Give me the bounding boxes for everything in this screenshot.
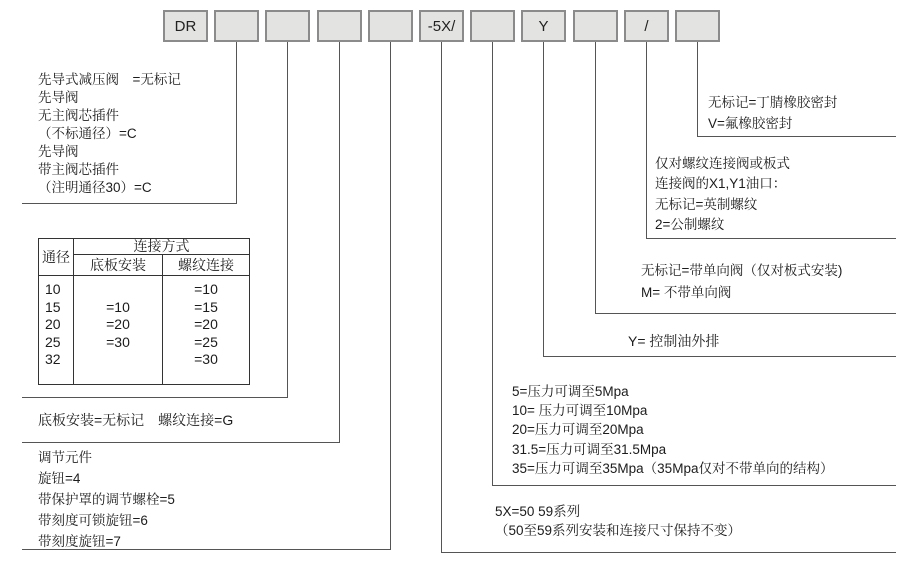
code-box-drain: Y [521, 10, 566, 42]
option-line: 带刻度可锁旋钮=6 [38, 513, 148, 528]
option-line: 20=压力可调至20Mpa [512, 422, 644, 438]
option-line: 先导式减压阀 =无标记 [38, 72, 181, 87]
code-box-insert [214, 10, 259, 42]
code-box-connection [317, 10, 362, 42]
adjustment-element-block [38, 447, 175, 552]
connector-line [492, 42, 493, 485]
size-value: 32 [45, 351, 61, 367]
option-line: 无主阀芯插件 [38, 108, 119, 123]
option-line: 2=公制螺纹 [655, 216, 725, 232]
connector-line [441, 552, 896, 553]
connector-line [543, 356, 896, 357]
option-line: （注明通径30）=C [38, 180, 152, 195]
option-line: 带保护罩的调节螺栓=5 [38, 492, 175, 507]
code-box-size [265, 10, 310, 42]
connector-line [697, 42, 698, 136]
plate-code [74, 351, 162, 369]
option-line: 仅对螺纹连接阀或板式 [655, 156, 790, 171]
size-value: 10 [45, 281, 61, 297]
plate-mounting-header: 底板安装 [74, 255, 163, 276]
connection-type-header: 连接方式 [74, 239, 250, 255]
size-value: 20 [45, 316, 61, 332]
option-line: 先导阀 [38, 144, 79, 159]
plate-mounting-values-cell [74, 276, 163, 385]
code-box-seal [675, 10, 720, 42]
option-line: 调节元件 [38, 450, 92, 465]
connector-line [287, 42, 288, 397]
option-line: M= 不带单向阀 [641, 285, 732, 300]
drain-code-text: Y= 控制油外排 [628, 333, 720, 349]
size-value: 25 [45, 333, 61, 350]
option-line: 带刻度旋钮=7 [38, 534, 121, 549]
thread-code: =20 [194, 316, 218, 332]
size-values-cell [39, 276, 74, 385]
option-line: 旋钮=4 [38, 471, 81, 486]
connector-line [22, 442, 340, 443]
thread-code: =25 [194, 333, 218, 350]
option-line: 先导阀 [38, 90, 79, 105]
seal-material-block [708, 92, 837, 134]
check-valve-block [641, 260, 842, 304]
code-box-check-valve [573, 10, 618, 42]
pressure-rating-block [512, 382, 833, 478]
connector-line [595, 313, 896, 314]
connector-line [236, 42, 237, 203]
connector-line [697, 136, 896, 137]
thread-code: =10 [194, 281, 218, 297]
connector-line [646, 42, 647, 238]
mounting-code-text: 底板安装=无标记 螺纹连接=G [38, 412, 234, 428]
connector-line [492, 485, 896, 486]
option-line: 5=压力可调至5Mpa [512, 384, 629, 399]
thread-code: =15 [194, 298, 218, 315]
option-line: 35=压力可调至35Mpa（35Mpa仅对不带单向的结构） [512, 460, 834, 476]
size-value: 15 [45, 298, 61, 315]
option-line: 无标记=带单向阀（仅对板式安装) [641, 263, 843, 278]
threaded-connection-values-cell [163, 276, 250, 385]
option-line: 5X=50 59系列 [495, 504, 581, 519]
option-line: V=氟橡胶密封 [708, 116, 793, 131]
port-thread-block [655, 154, 790, 235]
connector-line [390, 42, 391, 549]
code-box-valve-type: DR [163, 10, 208, 42]
size-connection-table [38, 238, 250, 385]
connector-line [441, 42, 442, 552]
plate-code [74, 281, 162, 299]
option-line: 连接阀的X1,Y1油口： [655, 176, 787, 192]
plate-code: =10 [106, 298, 130, 315]
series-block [495, 502, 741, 540]
code-box-series: -5X/ [419, 10, 464, 42]
size-column-header: 通径 [39, 239, 74, 276]
option-line: 10= 压力可调至10Mpa [512, 403, 648, 419]
option-line: 31.5=压力可调至31.5Mpa [512, 441, 667, 457]
code-box-separator: / [624, 10, 669, 42]
connector-line [22, 203, 237, 204]
option-line: 带主阀芯插件 [38, 162, 119, 177]
plate-code: =30 [106, 333, 130, 350]
connector-line [543, 42, 544, 356]
connector-line [22, 397, 288, 398]
option-line: 无标记=英制螺纹 [655, 196, 758, 212]
thread-code: =30 [194, 351, 218, 367]
option-line: 无标记=丁腈橡胶密封 [708, 95, 838, 110]
connector-line [339, 42, 340, 442]
connector-line [595, 42, 596, 313]
threaded-connection-header: 螺纹连接 [163, 255, 250, 276]
option-line: （50至59系列安装和连接尺寸保持不变） [495, 523, 742, 538]
option-line: （不标通径）=C [38, 126, 137, 141]
code-box-pressure [470, 10, 515, 42]
connector-line [646, 238, 896, 239]
pilot-valve-options-block [38, 71, 181, 197]
code-box-adjustment [368, 10, 413, 42]
plate-code: =20 [106, 316, 130, 332]
